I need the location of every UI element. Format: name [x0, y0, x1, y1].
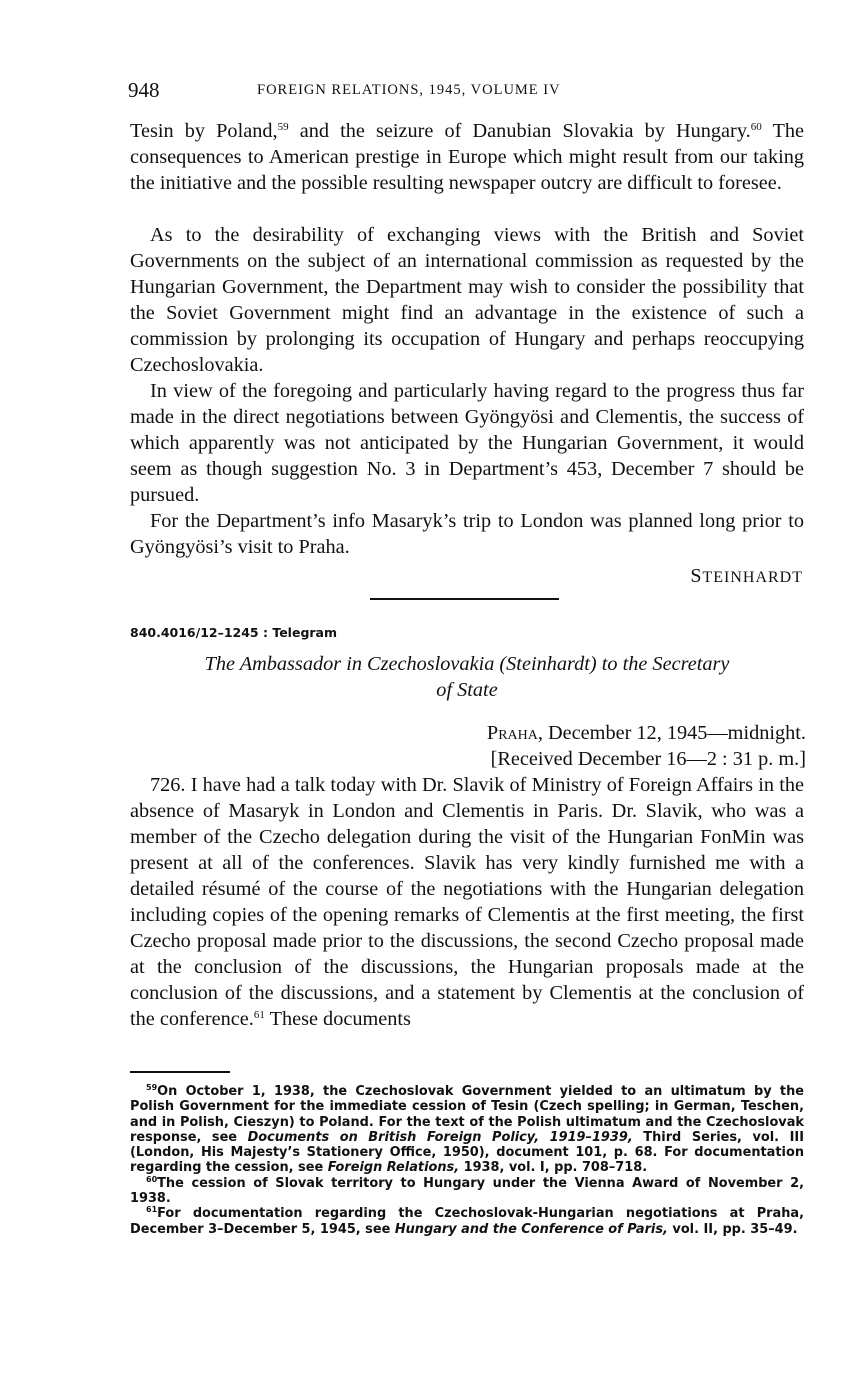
- continuation-paragraph-3: In view of the foregoing and particularly having regard to the progress thus far made in the direct negotiations between Gyöngyösi and Clementis, the success of which apparently was not anticipated by the Hungarian Government, it would seem as though suggestion No. 3 in Department’s 453, December 7 should be pursued.: [130, 380, 804, 506]
- telegram-body: 726. I have had a talk today with Dr. Slavik of Ministry of Foreign Affairs in the absence of Masaryk in London and Clementis in Paris. Dr. Slavik, who was a member of the Czecho delegation during the visit of the Hungarian FonMin was present at all of the conferences. Slavik has very kindly furnished me with a detailed résumé of the course of the negotiations with the Hungarian delegation including copies of the opening remarks of Clementis at the first meeting, the first Czecho proposal made prior to the discussions, the second Czecho proposal made at the conclusion of the discussions, the Hungarian proposals made at the conclusion of the discussions, and a statement by Clementis at the conclusion of the conference.$^{61}$ These documents: [130, 774, 804, 1030]
- footnote-divider: [130, 1071, 230, 1073]
- footnote-59: $^{59}$On October 1, 1938, the Czechoslovak Government yielded to an ultimatum by the Polish Government for the immediate cession of Tesin (Czech spelling; in German, Teschen, and in Polish, Cieszyn) to Poland. For the text of the Polish ultimatum and the Czechoslovak response, see Documents on British Foreign Policy, 1919–1939, Third Series, vol. III (London, His Majesty’s Stationery Office, 1950), document 101, p. 68. For documentation regarding the cession, see Foreign Relations, 1938, vol. I, pp. 708–718.: [130, 1083, 804, 1176]
- footnote-60: $^{60}$The cession of Slovak territory to Hungary under the Vienna Award of November 2, 1938.: [130, 1174, 804, 1207]
- continuation-paragraph-1: Tesin by Poland,$^{59}$ and the seizure of Danubian Slovakia by Hungary.$^{60}$ The consequences to American prestige in Europe which might result from our taking the initiative and the possible resulting newspaper outcry are difficult to foresee.: [130, 120, 804, 194]
- continuation-paragraph-4: For the Department’s info Masaryk’s trip to London was planned long prior to Gyöngyösi’s visit to Praha.: [130, 510, 804, 558]
- received-line: [Received December 16—2 : 31 p. m.]: [490, 748, 806, 770]
- footnote-ref-60: 60: [750, 121, 762, 133]
- signature: STEINHARDT: [690, 565, 803, 587]
- footnotes: [130, 1084, 804, 1237]
- running-title: FOREIGN RELATIONS, 1945, VOLUME IV: [257, 82, 561, 98]
- section-divider: [370, 598, 559, 600]
- page-number: 948: [128, 78, 160, 102]
- footnote-ref-61: 61: [253, 1009, 265, 1021]
- document-title: The Ambassador in Czechoslovakia (Steinhardt) to the Secretary of State: [204, 653, 730, 701]
- running-head: [128, 78, 808, 102]
- dateline-place: Praha: [486, 722, 538, 744]
- footnote-61: $^{61}$For documentation regarding the Czechoslovak-Hungarian negotiations at Praha, December 3–December 5, 1945, see Hungary and the Conference of Paris, vol. II, pp. 35–49.: [130, 1205, 804, 1237]
- dateline: [487, 720, 806, 772]
- continuation-paragraph-2: As to the desirability of exchanging views with the British and Soviet Governments on the subject of an international commission as requested by the Hungarian Government, the Department may wish to consider the possibility that the Soviet Government might find an advantage in the existence of such a commission by prolonging its occupation of Hungary and perhaps reoccupying Czechoslovakia.: [130, 224, 804, 376]
- footnote-ref-59: 59: [277, 121, 289, 133]
- file-number: 840.4016/12–1245 : Telegram: [130, 625, 338, 640]
- date-line: Praha, December 12, 1945—midnight.: [486, 722, 806, 744]
